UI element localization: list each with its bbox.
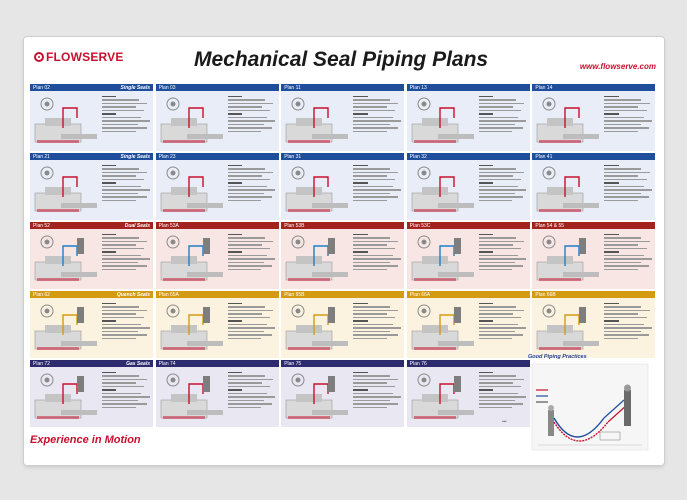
plan-card-header <box>407 153 530 160</box>
plan-description <box>228 165 276 203</box>
piping-diagram <box>284 232 350 286</box>
piping-diagram <box>33 94 99 148</box>
group-label: Dual Seals <box>124 222 150 229</box>
plan-card-header <box>30 222 153 229</box>
plan-description <box>479 165 527 203</box>
good-piping-practices <box>528 354 652 457</box>
plan-label: Plan 62 <box>33 291 50 298</box>
piping-diagram <box>33 301 99 355</box>
plan-card[interactable] <box>407 291 530 358</box>
plan-card[interactable] <box>407 360 530 427</box>
plan-card-header <box>407 360 530 367</box>
plan-description <box>102 372 150 410</box>
piping-diagram <box>410 163 476 217</box>
plan-description <box>228 372 276 410</box>
plan-card-header <box>407 291 530 298</box>
piping-diagram <box>535 163 601 217</box>
piping-diagram <box>284 301 350 355</box>
plan-card[interactable] <box>407 153 530 220</box>
plan-card-header <box>281 360 404 367</box>
plan-card[interactable] <box>30 153 153 220</box>
plan-description <box>479 303 527 341</box>
plan-card[interactable] <box>407 222 530 289</box>
plan-row <box>30 291 658 358</box>
plan-card[interactable] <box>281 153 404 220</box>
plan-description <box>604 303 652 341</box>
piping-diagram <box>410 301 476 355</box>
plan-row <box>30 153 658 220</box>
plan-description <box>102 165 150 203</box>
piping-diagram <box>33 232 99 286</box>
plan-label: Plan 74 <box>158 360 176 367</box>
plan-card-header <box>156 153 279 160</box>
plan-card-header <box>30 153 153 160</box>
group-label: Gas Seals <box>126 360 150 367</box>
plan-card[interactable] <box>532 291 655 358</box>
plan-card-header <box>532 84 655 91</box>
plan-label: Plan 53C <box>409 222 431 229</box>
piping-diagram <box>535 232 601 286</box>
plan-card-header <box>281 153 404 160</box>
plan-card[interactable] <box>281 291 404 358</box>
logo-icon <box>34 52 44 62</box>
plan-card-header <box>156 84 279 91</box>
plan-card-header <box>156 360 279 367</box>
plan-card-header <box>281 291 404 298</box>
plan-card[interactable] <box>30 222 153 289</box>
plan-row <box>30 222 658 289</box>
piping-diagram <box>159 232 225 286</box>
plan-label: Plan 66B <box>535 291 556 298</box>
plan-label: Plan 14 <box>535 84 553 91</box>
plan-description <box>228 96 276 134</box>
plan-label: Plan 13 <box>409 84 427 91</box>
plan-row <box>30 84 658 151</box>
good-piping-diagram <box>528 360 652 455</box>
plan-label: Plan 32 <box>409 153 427 160</box>
group-label: Quench Seals <box>116 291 150 298</box>
plan-description <box>353 234 401 272</box>
plan-card[interactable] <box>156 360 279 427</box>
plan-label: Plan 31 <box>284 153 302 160</box>
plan-label: Plan 23 <box>158 153 176 160</box>
plan-description <box>353 303 401 341</box>
piping-diagram <box>159 370 225 424</box>
plan-description <box>353 372 401 410</box>
plan-label: Plan 52 <box>33 222 50 229</box>
plan-card[interactable] <box>532 222 655 289</box>
plan-description <box>102 96 150 134</box>
plan-label: Plan 72 <box>33 360 50 367</box>
plan-card[interactable] <box>281 360 404 427</box>
plan-card[interactable] <box>281 222 404 289</box>
plan-description <box>228 303 276 341</box>
plan-description <box>353 96 401 134</box>
plan-label: Plan 66A <box>409 291 431 298</box>
plan-card-header <box>532 153 655 160</box>
plan-card[interactable] <box>532 153 655 220</box>
plan-card-header <box>532 222 655 229</box>
plan-label: Plan 53B <box>284 222 305 229</box>
plan-card[interactable] <box>30 84 153 151</box>
plan-card-header <box>30 360 153 367</box>
plan-card-header <box>156 222 279 229</box>
plan-description <box>604 165 652 203</box>
plan-description <box>479 96 527 134</box>
poster <box>24 37 664 465</box>
plan-card-header <box>407 84 530 91</box>
plan-description <box>228 234 276 272</box>
plan-card-header <box>532 291 655 298</box>
plan-label: Plan 21 <box>33 153 50 160</box>
plan-description <box>102 303 150 341</box>
piping-diagram <box>159 163 225 217</box>
poster-title: Mechanical Seal Piping Plans <box>194 48 489 71</box>
piping-diagram <box>410 94 476 148</box>
flowserve-logo[interactable] <box>34 50 124 64</box>
logo-text: FLOWSERVE <box>46 50 124 64</box>
plan-card-header <box>281 222 404 229</box>
piping-diagram <box>284 163 350 217</box>
plan-label: Plan 03 <box>158 84 176 91</box>
plan-card[interactable] <box>30 360 153 427</box>
plan-label: Plan 53A <box>158 222 179 229</box>
group-label: Single Seals <box>120 84 150 91</box>
plan-description <box>353 165 401 203</box>
piping-diagram <box>33 370 99 424</box>
piping-diagram <box>535 94 601 148</box>
plan-description <box>604 96 652 134</box>
plan-description <box>604 234 652 272</box>
footer-tagline: Experience in Motion <box>30 434 141 446</box>
plan-label: Plan 02 <box>33 84 50 91</box>
good-piping-practices-title: Good Piping Practices <box>528 354 587 360</box>
plan-label: Plan 65B <box>284 291 305 298</box>
piping-diagram <box>159 301 225 355</box>
plan-label: Plan 65A <box>158 291 179 298</box>
plan-label: Plan 41 <box>535 153 553 160</box>
plan-card[interactable] <box>156 153 279 220</box>
plan-label: Plan 76 <box>409 360 427 367</box>
plan-card-header <box>30 291 153 298</box>
plan-card-header <box>407 222 530 229</box>
piping-diagram <box>284 94 350 148</box>
plan-label: Plan 75 <box>284 360 302 367</box>
plan-label: Plan 54 & 55 <box>535 222 565 229</box>
plan-card[interactable] <box>156 291 279 358</box>
piping-diagram <box>284 370 350 424</box>
plan-description <box>102 234 150 272</box>
piping-diagram <box>33 163 99 217</box>
plan-card-header <box>30 84 153 91</box>
plan-card[interactable] <box>532 84 655 151</box>
group-label: Single Seals <box>120 153 150 160</box>
plan-description <box>479 372 527 410</box>
plan-card[interactable] <box>156 222 279 289</box>
plan-card[interactable] <box>30 291 153 358</box>
plan-description <box>479 234 527 272</box>
website-link[interactable]: www.flowserve.com <box>579 62 656 71</box>
plan-label: Plan 11 <box>284 84 301 91</box>
piping-diagram <box>159 94 225 148</box>
piping-diagram <box>535 301 601 355</box>
plan-card[interactable] <box>281 84 404 151</box>
plan-card-header <box>156 291 279 298</box>
print-code: ■■■ <box>502 420 507 423</box>
plan-card-header <box>281 84 404 91</box>
piping-diagram <box>410 232 476 286</box>
piping-diagram <box>410 370 476 424</box>
plan-card[interactable] <box>407 84 530 151</box>
plan-card[interactable] <box>156 84 279 151</box>
